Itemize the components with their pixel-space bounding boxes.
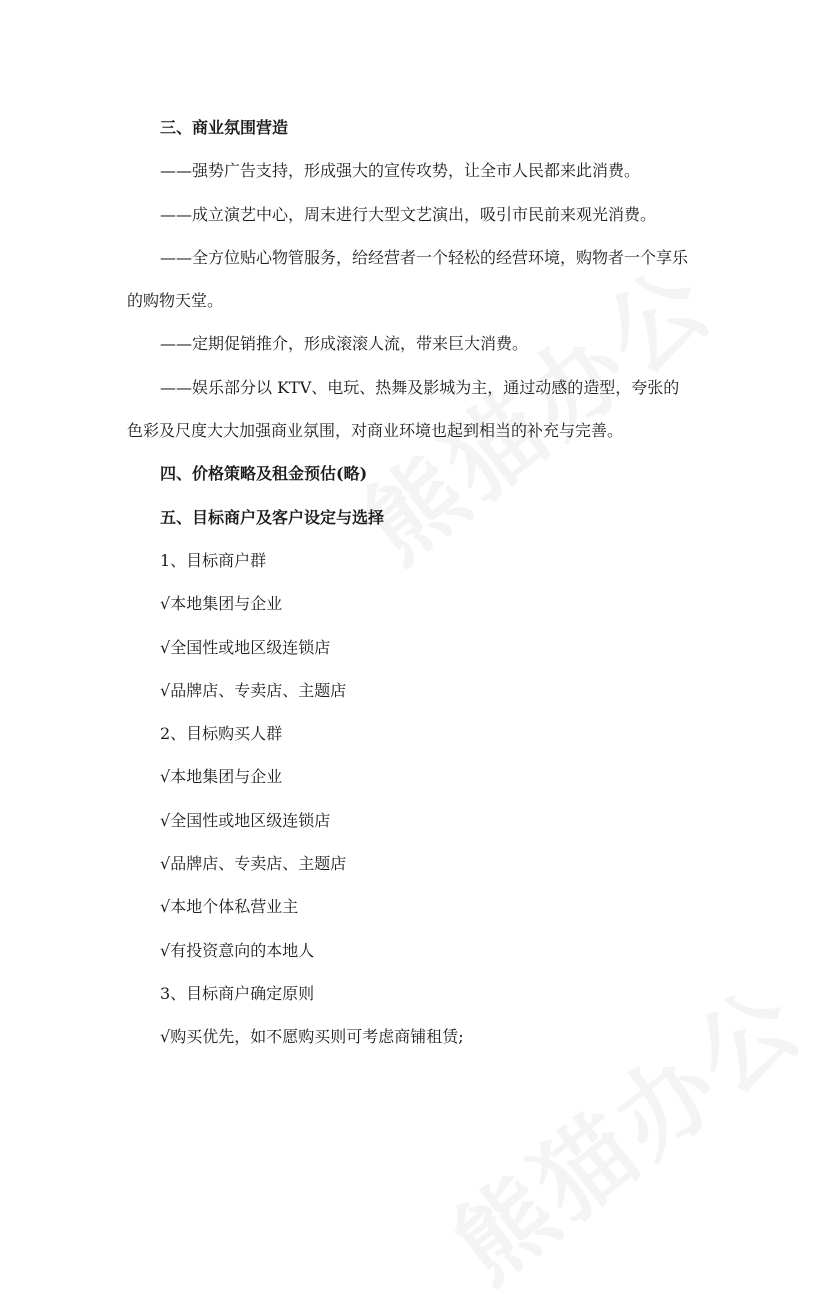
paragraph-line: ——成立演艺中心，周末进行大型文艺演出，吸引市民前来观光消费。	[160, 204, 657, 224]
checklist-item: √购买优先，如不愿购买则可考虑商铺租赁;	[160, 1027, 464, 1047]
subsection-heading: 2、目标购买人群	[160, 724, 283, 744]
section-heading: 五、目标商户及客户设定与选择	[160, 507, 385, 527]
checklist-item: √本地集团与企业	[160, 594, 283, 614]
subsection-heading: 1、目标商户群	[160, 550, 267, 570]
document-body	[127, 106, 708, 1059]
subsection-heading: 3、目标商户确定原则	[160, 983, 315, 1003]
paragraph-line: ——强势广告支持，形成强大的宣传攻势，让全市人民都来此消费。	[160, 161, 641, 181]
checklist-item: √有投资意向的本地人	[160, 940, 315, 960]
checklist-item: √品牌店、专卖店、主题店	[160, 680, 347, 700]
checklist-item: √本地个体私营业主	[160, 897, 299, 917]
paragraph	[127, 366, 708, 453]
checklist-item: √本地集团与企业	[160, 767, 283, 787]
paragraph-continuation: 色彩及尺度大大加强商业氛围，对商业环境也起到相当的补充与完善。	[127, 421, 624, 441]
checklist-item: √品牌店、专卖店、主题店	[160, 854, 347, 874]
paragraph-line: ——定期促销推介，形成滚滚人流，带来巨大消费。	[160, 334, 529, 354]
paragraph-continuation: 的购物天堂。	[127, 291, 224, 311]
paragraph-first-line: ——娱乐部分以 KTV、电玩、热舞及影城为主，通过动感的造型，夸张的	[160, 377, 680, 397]
checklist-item: √全国性或地区级连锁店	[160, 637, 331, 657]
section-heading: 三、商业氛围营造	[160, 118, 289, 137]
section-heading: 四、价格策略及租金预估(略)	[160, 464, 368, 484]
paragraph	[127, 236, 708, 323]
checklist-item: √全国性或地区级连锁店	[160, 810, 331, 830]
paragraph-first-line: ——全方位贴心物管服务，给经营者一个轻松的经营环境，购物者一个享乐	[160, 247, 689, 267]
